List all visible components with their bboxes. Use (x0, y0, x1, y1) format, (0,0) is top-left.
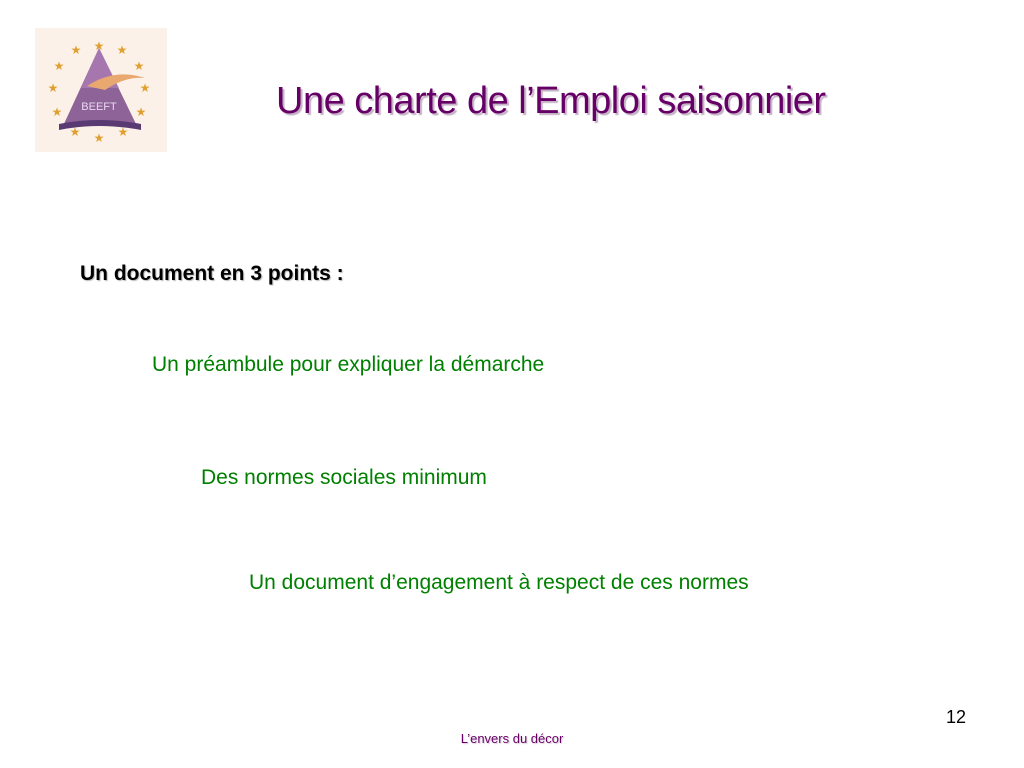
star-icon: ★ (69, 125, 81, 139)
point-preambule: Un préambule pour expliquer la démarche (152, 353, 545, 376)
star-icon: ★ (51, 105, 63, 119)
point-document-engagement: Un document d’engagement à respect de ces normes (249, 571, 749, 594)
beeft-logo (35, 28, 167, 152)
star-icon: ★ (135, 105, 147, 119)
star-icon: ★ (133, 59, 145, 73)
star-icon: ★ (139, 81, 151, 95)
footer-text: L’envers du décor (460, 731, 564, 746)
star-icon: ★ (116, 43, 128, 57)
star-icon: ★ (93, 39, 105, 53)
star-icon: ★ (117, 125, 129, 139)
logo-text: BEEFT (81, 101, 117, 113)
page-number: 12 (945, 707, 966, 727)
star-icon: ★ (53, 59, 65, 73)
star-icon: ★ (93, 131, 105, 145)
star-icon: ★ (47, 81, 59, 95)
logo-graphic (35, 28, 167, 152)
point-normes-sociales: Des normes sociales minimum (201, 466, 487, 489)
slide-title: Une charte de l’Emploi saisonnier (276, 80, 826, 122)
slide-subtitle: Un document en 3 points : (80, 262, 344, 285)
star-icon: ★ (70, 43, 82, 57)
